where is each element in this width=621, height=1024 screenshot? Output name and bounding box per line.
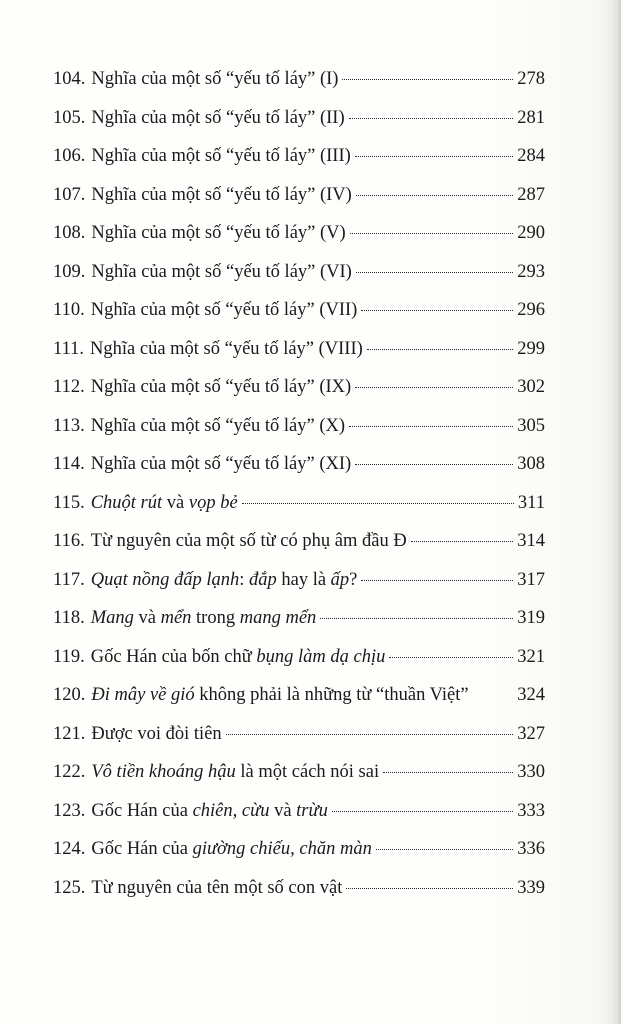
toc-entry xyxy=(53,599,545,638)
entry-number: 112. xyxy=(53,377,85,397)
entry-title-text: và xyxy=(269,800,297,821)
dot-leader xyxy=(383,772,513,773)
entry-title-text: ? xyxy=(349,569,358,590)
entry-page-number: 336 xyxy=(517,839,545,859)
entry-number: 124. xyxy=(53,839,86,859)
entry-title-text: Từ nguyên của tên một số con vật xyxy=(91,877,343,898)
entry-title-italic: Đi mây về gió xyxy=(91,685,195,705)
entry-number: 110. xyxy=(53,300,85,320)
entry-number: 106. xyxy=(53,146,86,166)
entry-title-text: và xyxy=(162,492,189,513)
entry-page-number: 293 xyxy=(517,261,545,282)
dot-leader xyxy=(356,195,513,196)
entry-title-italic: đắp xyxy=(248,569,277,590)
entry-page-number: 290 xyxy=(517,223,545,243)
entry-title xyxy=(91,60,338,99)
entry-number: 117. xyxy=(53,569,85,590)
entry-number: 116. xyxy=(53,531,85,551)
entry-number: 115. xyxy=(53,492,85,513)
toc-entry xyxy=(53,291,545,330)
entry-page-number: 333 xyxy=(517,800,545,821)
dot-leader xyxy=(349,118,514,119)
dot-leader xyxy=(355,387,513,388)
entry-number: 114. xyxy=(53,454,85,474)
dot-leader xyxy=(367,349,513,350)
entry-page-number: 302 xyxy=(517,377,545,397)
entry-page-number: 308 xyxy=(517,454,545,474)
entry-number: 121. xyxy=(53,723,86,744)
entry-title-text: : xyxy=(239,569,249,590)
entry-number: 108. xyxy=(53,223,86,243)
dot-leader xyxy=(346,888,513,889)
entry-title-text: Nghĩa của một số “yếu tố láy” (IX) xyxy=(90,377,352,397)
entry-title-text: Nghĩa của một số “yếu tố láy” (III) xyxy=(91,146,351,166)
entry-title xyxy=(91,253,351,292)
entry-title xyxy=(91,753,379,792)
entry-title xyxy=(90,330,363,369)
toc-entry xyxy=(53,753,545,792)
entry-page-number: 324 xyxy=(517,685,545,705)
entry-page-number: 305 xyxy=(517,415,545,436)
entry-number: 125. xyxy=(53,877,86,898)
toc-entry xyxy=(53,368,545,407)
toc-entry xyxy=(53,137,545,176)
dot-leader xyxy=(356,272,513,273)
entry-title xyxy=(91,638,386,677)
entry-title-text: Nghĩa của một số “yếu tố láy” (IV) xyxy=(91,184,352,205)
entry-title xyxy=(91,137,350,176)
dot-leader xyxy=(226,734,514,735)
entry-title-text: và xyxy=(133,608,161,628)
dot-leader xyxy=(355,464,513,465)
entry-page-number: 314 xyxy=(517,531,545,551)
entry-title xyxy=(91,445,351,484)
toc-entry xyxy=(53,253,545,292)
entry-title-text: Từ nguyên của một số từ có phụ âm đầu Đ xyxy=(90,531,407,551)
toc-entry xyxy=(53,676,545,715)
table-of-contents xyxy=(53,60,545,907)
entry-title xyxy=(91,715,221,754)
toc-entry xyxy=(53,484,545,523)
entry-title-text: Nghĩa của một số “yếu tố láy” (X) xyxy=(90,415,345,436)
dot-leader xyxy=(332,811,513,812)
entry-title-text: trong xyxy=(191,608,240,628)
toc-entry xyxy=(53,407,545,446)
toc-entry xyxy=(53,330,545,369)
toc-entry xyxy=(53,830,545,869)
entry-number: 122. xyxy=(53,762,86,782)
entry-title-text: Gốc Hán của xyxy=(91,839,193,859)
dot-leader xyxy=(376,849,513,850)
entry-page-number: 299 xyxy=(517,338,545,359)
entry-title-italic: giường chiếu, chăn màn xyxy=(192,839,372,859)
entry-title-italic: ấp xyxy=(330,569,350,590)
entry-number: 120. xyxy=(53,685,86,705)
toc-entry xyxy=(53,561,545,600)
entry-title-italic: chiên, cừu xyxy=(192,800,270,821)
toc-entry xyxy=(53,792,545,831)
entry-title xyxy=(91,291,358,330)
dot-leader xyxy=(342,79,513,80)
entry-number: 107. xyxy=(53,184,86,205)
entry-title-text: Gốc Hán của bốn chữ xyxy=(90,646,257,667)
toc-entry xyxy=(53,176,545,215)
entry-page-number: 319 xyxy=(517,608,545,628)
dot-leader xyxy=(389,657,513,658)
entry-title-italic: mển xyxy=(160,608,192,628)
entry-title xyxy=(91,484,238,523)
entry-title-italic: bụng làm dạ chịu xyxy=(256,646,386,667)
dot-leader xyxy=(411,541,514,542)
entry-title-italic: vọp bẻ xyxy=(188,492,238,513)
entry-number: 119. xyxy=(53,646,85,667)
entry-title-text: không phải là những từ “thuần Việt” xyxy=(194,685,469,705)
entry-title-text: Nghĩa của một số “yếu tố láy” (XI) xyxy=(90,454,352,474)
entry-title-text: hay là xyxy=(276,569,331,590)
toc-entry xyxy=(53,214,545,253)
toc-entry xyxy=(53,638,545,677)
entry-title xyxy=(91,176,351,215)
entry-page-number: 278 xyxy=(517,69,545,89)
entry-title-italic: trừu xyxy=(296,800,328,821)
entry-title-italic: Vô tiền khoáng hậu xyxy=(91,762,236,782)
entry-title xyxy=(91,407,345,446)
toc-entry xyxy=(53,99,545,138)
entry-title xyxy=(91,792,327,831)
entry-title-italic: Quạt nồng đấp lạnh xyxy=(90,569,240,590)
entry-page-number: 327 xyxy=(517,723,545,744)
entry-title-italic: Chuột rút xyxy=(90,492,163,513)
entry-number: 123. xyxy=(53,800,86,821)
dot-leader xyxy=(350,233,514,234)
entry-title xyxy=(91,561,358,600)
entry-number: 111. xyxy=(53,338,85,359)
entry-title xyxy=(91,522,407,561)
page-edge-shadow xyxy=(611,0,621,1024)
dot-leader xyxy=(320,618,513,619)
entry-number: 105. xyxy=(53,107,86,128)
entry-page-number: 321 xyxy=(517,646,545,667)
entry-page-number: 311 xyxy=(517,492,545,513)
entry-title-text: Nghĩa của một số “yếu tố láy” (VII) xyxy=(90,300,358,320)
entry-title xyxy=(91,830,371,869)
entry-title xyxy=(91,99,344,138)
entry-page-number: 296 xyxy=(517,300,545,320)
entry-title-text: Nghĩa của một số “yếu tố láy” (VI) xyxy=(91,261,352,282)
dot-leader xyxy=(349,426,513,427)
entry-title-text: Nghĩa của một số “yếu tố láy” (I) xyxy=(91,69,339,89)
dot-leader xyxy=(242,503,514,504)
entry-title xyxy=(91,869,342,908)
toc-entry xyxy=(53,522,545,561)
entry-page-number: 339 xyxy=(517,877,545,898)
entry-title-text: Nghĩa của một số “yếu tố láy” (V) xyxy=(91,223,346,243)
entry-title-text: Nghĩa của một số “yếu tố láy” (II) xyxy=(91,107,345,128)
entry-title-italic: mang mển xyxy=(239,608,317,628)
entry-title xyxy=(91,676,468,715)
toc-entry xyxy=(53,715,545,754)
entry-page-number: 281 xyxy=(517,107,545,128)
entry-number: 104. xyxy=(53,69,86,89)
entry-title xyxy=(91,214,345,253)
entry-title-text: Nghĩa của một số “yếu tố láy” (VIII) xyxy=(90,338,363,359)
entry-number: 109. xyxy=(53,261,86,282)
entry-page-number: 284 xyxy=(517,146,545,166)
entry-number: 118. xyxy=(53,608,85,628)
entry-page-number: 287 xyxy=(517,184,545,205)
entry-title xyxy=(91,368,351,407)
entry-title-text: Gốc Hán của xyxy=(91,800,193,821)
toc-entry xyxy=(53,60,545,99)
toc-entry xyxy=(53,869,545,908)
entry-title xyxy=(91,599,317,638)
toc-entry xyxy=(53,445,545,484)
dot-leader xyxy=(361,580,513,581)
dot-leader xyxy=(361,310,513,311)
entry-title-italic: Mang xyxy=(90,608,134,628)
entry-number: 113. xyxy=(53,415,85,436)
entry-title-text: Được voi đòi tiên xyxy=(91,723,222,744)
entry-page-number: 317 xyxy=(517,569,545,590)
dot-leader xyxy=(355,156,513,157)
entry-title-text: là một cách nói sai xyxy=(235,762,380,782)
entry-page-number: 330 xyxy=(517,762,545,782)
